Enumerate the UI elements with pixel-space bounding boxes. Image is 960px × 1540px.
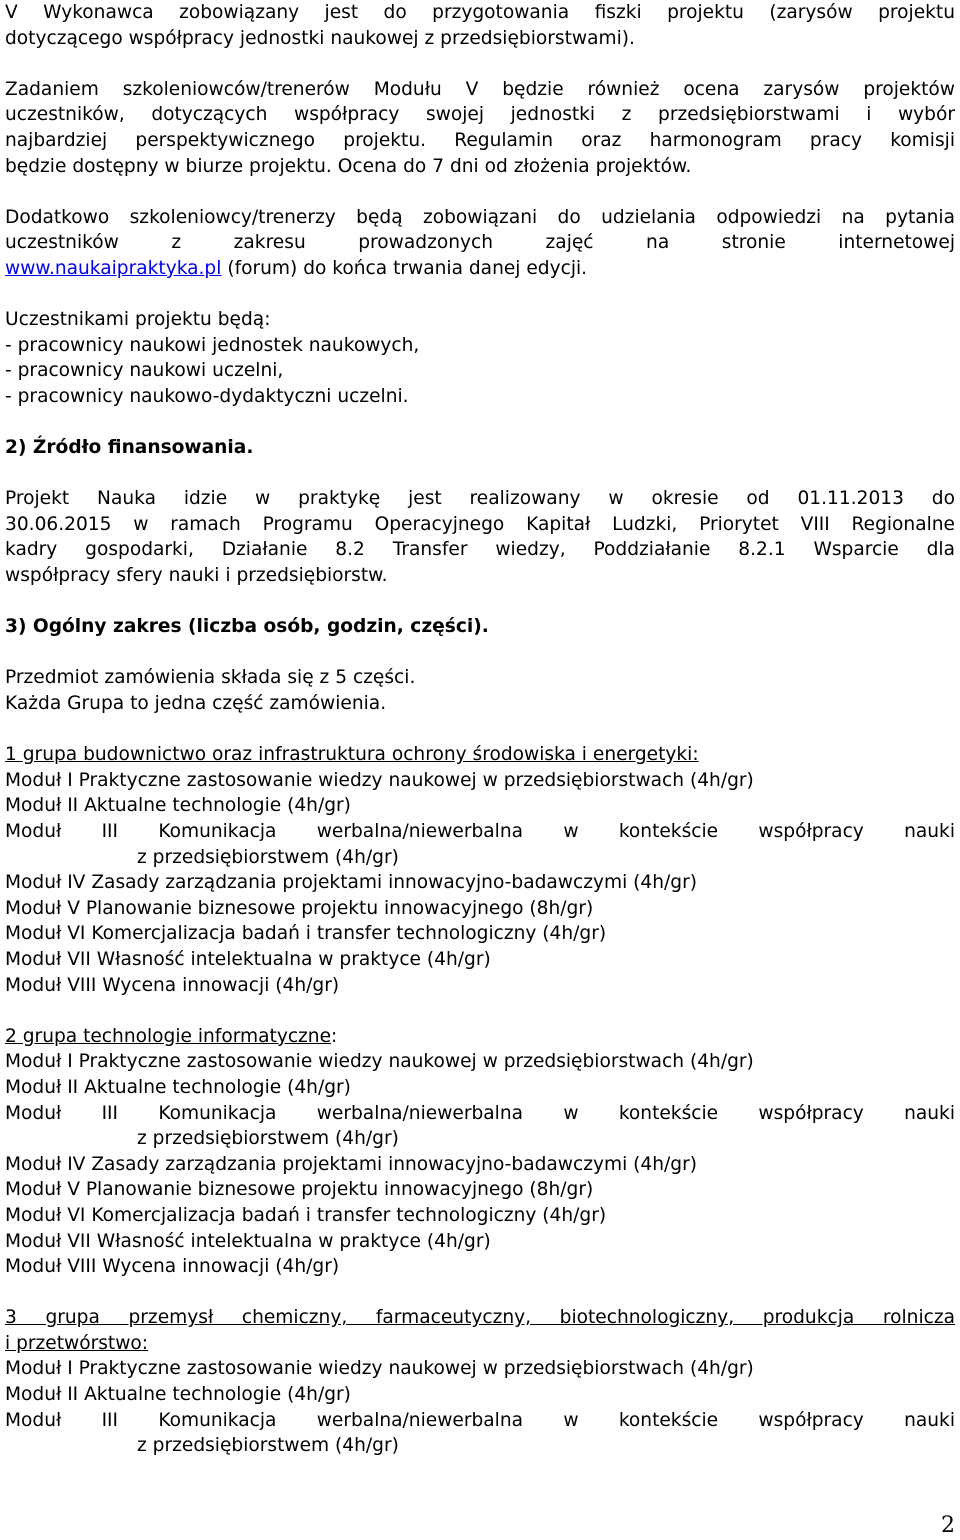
paragraph-line: uczestników, dotyczących współpracy swojej jednostki z przedsiębiorstwami i wybór	[5, 104, 955, 126]
group-title-text: 1 grupa budownictwo oraz infrastruktura ochrony środowiska i energetyki:	[5, 744, 699, 766]
module-item: Moduł II Aktualne technologie (4h/gr)	[5, 1076, 351, 1098]
module-item-continuation: z przedsiębiorstwem (4h/gr)	[137, 1128, 399, 1150]
module-item: Moduł III Komunikacja werbalna/niewerbalna w kontekście współpracy nauki	[5, 821, 955, 842]
paragraph-line: najbardziej perspektywicznego projektu. Regulamin oraz harmonogram pracy komisji	[5, 129, 955, 151]
module-item: Moduł VII Własność intelektualna w praktyce (4h/gr)	[5, 1230, 491, 1252]
paragraph-line: Przedmiot zamówienia składa się z 5 części.	[5, 667, 416, 689]
paragraph-line: 30.06.2015 w ramach Programu Operacyjnego Kapitał Ludzki, Priorytet VIII Regionalne	[5, 513, 955, 535]
module-item-continuation: z przedsiębiorstwem (4h/gr)	[137, 846, 399, 868]
section-heading: 2) Źródło finansowania.	[5, 437, 254, 459]
module-item: Moduł VI Komercjalizacja badań i transfer technologiczny (4h/gr)	[5, 1204, 607, 1226]
module-item: Moduł IV Zasady zarządzania projektami innowacyjno-badawczymi (4h/gr)	[5, 1153, 697, 1175]
group-title	[5, 1024, 955, 1050]
module-item: Moduł I Praktyczne zastosowanie wiedzy naukowej w przedsiębiorstwach (4h/gr)	[5, 769, 754, 791]
module-item: Moduł V Planowanie biznesowe projektu innowacyjnego (8h/gr)	[5, 897, 594, 919]
page-number: 2	[941, 1513, 955, 1538]
section-heading: 3) Ogólny zakres (liczba osób, godzin, części).	[5, 616, 489, 638]
paragraph-line: uczestników z zakresu prowadzonych zajęć na stronie internetowej	[5, 232, 955, 254]
group-title-suffix: :	[331, 1025, 338, 1047]
paragraph-line	[5, 256, 955, 282]
module-item-continuation: z przedsiębiorstwem (4h/gr)	[137, 1435, 399, 1457]
module-item: Moduł III Komunikacja werbalna/niewerbalna w kontekście współpracy nauki	[5, 1102, 955, 1124]
participants-heading: Uczestnikami projektu będą:	[5, 309, 271, 331]
group-title	[5, 1305, 955, 1331]
module-item: Moduł VIII Wycena innowacji (4h/gr)	[5, 1256, 340, 1278]
group-title	[5, 1331, 955, 1357]
module-item: Moduł V Planowanie biznesowe projektu innowacyjnego (8h/gr)	[5, 1179, 594, 1201]
module-item: Moduł III Komunikacja werbalna/niewerbalna w kontekście współpracy nauki	[5, 1409, 955, 1431]
participant-item: - pracownicy naukowi uczelni,	[5, 360, 284, 382]
module-item: Moduł VII Własność intelektualna w praktyce (4h/gr)	[5, 948, 491, 970]
paragraph-line: Dodatkowo szkoleniowcy/trenerzy będą zobowiązani do udzielania odpowiedzi na pytania	[5, 206, 955, 228]
paragraph-line: Każda Grupa to jedna część zamówienia.	[5, 693, 387, 715]
paragraph-line: V Wykonawca zobowiązany jest do przygotowania fiszki projektu (zarysów projektu	[5, 2, 955, 23]
paragraph-line: dotyczącego współpracy jednostki naukowej z przedsiębiorstwami).	[5, 27, 635, 49]
module-item: Moduł I Praktyczne zastosowanie wiedzy naukowej w przedsiębiorstwach (4h/gr)	[5, 1358, 754, 1380]
paragraph-line: współpracy sfery nauki i przedsiębiorstw.	[5, 565, 388, 587]
website-link[interactable]: www.naukaipraktyka.pl	[5, 257, 222, 279]
participant-item: - pracownicy naukowi jednostek naukowych,	[5, 334, 420, 356]
group-title-text: i przetwórstwo:	[5, 1332, 149, 1354]
group-title	[5, 742, 955, 768]
module-item: Moduł II Aktualne technologie (4h/gr)	[5, 795, 351, 817]
link-suffix: (forum) do końca trwania danej edycji.	[221, 257, 588, 279]
paragraph-line: Zadaniem szkoleniowców/trenerów Modułu V będzie również ocena zarysów projektów	[5, 78, 955, 100]
paragraph-line: kadry gospodarki, Działanie 8.2 Transfer wiedzy, Poddziałanie 8.2.1 Wsparcie dla	[5, 539, 955, 561]
group-title-text: 2 grupa technologie informatyczne	[5, 1025, 332, 1047]
participant-item: - pracownicy naukowo-dydaktyczni uczelni.	[5, 385, 409, 407]
paragraph-line: Projekt Nauka idzie w praktykę jest realizowany w okresie od 01.11.2013 do	[5, 488, 955, 510]
module-item: Moduł I Praktyczne zastosowanie wiedzy naukowej w przedsiębiorstwach (4h/gr)	[5, 1051, 754, 1073]
document-page	[5, 0, 955, 1459]
module-item: Moduł VI Komercjalizacja badań i transfer technologiczny (4h/gr)	[5, 923, 607, 945]
paragraph-line: będzie dostępny w biurze projektu. Ocena do 7 dni od złożenia projektów.	[5, 155, 692, 177]
module-item: Moduł II Aktualne technologie (4h/gr)	[5, 1384, 351, 1406]
module-item: Moduł VIII Wycena innowacji (4h/gr)	[5, 974, 340, 996]
group-title-text: 3 grupa przemysł chemiczny, farmaceutyczny, biotechnologiczny, produkcja rolnicza	[5, 1307, 955, 1329]
module-item: Moduł IV Zasady zarządzania projektami innowacyjno-badawczymi (4h/gr)	[5, 872, 697, 894]
